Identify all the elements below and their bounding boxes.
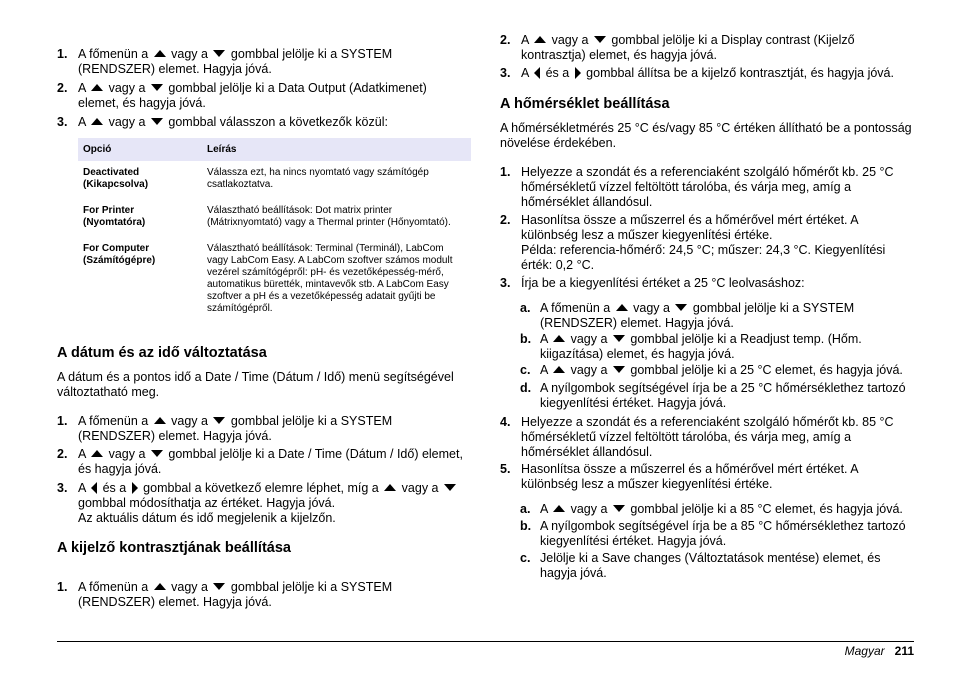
- step-text: A főmenün a vagy a gombbal jelölje ki a SYSTEM (RENDSZER) elemet. Hagyja jóvá.: [78, 47, 393, 76]
- up-arrow-icon: [553, 335, 565, 342]
- up-arrow-icon: [384, 484, 396, 491]
- column-header-option: Opció: [78, 138, 202, 161]
- step-example: Példa: referencia-hőmérő: 24,5 °C; műszer: 24,3 °C. Kiegyenlítési érték: 0,2 °C.: [521, 243, 886, 272]
- step-text: A vagy a gombbal jelölje ki a Display contrast (Kijelző kontrasztja) elemet, és hagyja jóvá.: [521, 33, 855, 62]
- step-number: 1.: [57, 47, 68, 61]
- step-text: A főmenün a vagy a gombbal jelölje ki a SYSTEM (RENDSZER) elemet. Hagyja jóvá.: [540, 301, 855, 330]
- footer-language: Magyar: [844, 644, 885, 658]
- step-letter: a.: [520, 301, 531, 315]
- left-arrow-icon: [534, 67, 540, 79]
- down-arrow-icon: [613, 505, 625, 512]
- step-letter: b.: [520, 332, 532, 346]
- step-number: 3.: [57, 481, 68, 495]
- up-arrow-icon: [91, 84, 103, 91]
- step-text: A és a gombbal állítsa be a kijelző kontrasztját, és hagyja jóvá.: [521, 66, 894, 80]
- table-row: [78, 199, 471, 237]
- right-arrow-icon: [132, 482, 138, 494]
- table-header-row: [78, 138, 471, 161]
- down-arrow-icon: [613, 335, 625, 342]
- step-number: 3.: [57, 115, 68, 129]
- step-number: 3.: [500, 276, 511, 290]
- step-letter: c.: [520, 363, 531, 377]
- down-arrow-icon: [444, 484, 456, 491]
- up-arrow-icon: [91, 118, 103, 125]
- step-number: 2.: [57, 447, 68, 461]
- description-cell: Választható beállítások: Dot matrix printer (Mátrixnyomtató) vagy a Thermal printer (Hőnyomtató).: [207, 205, 451, 228]
- down-arrow-icon: [213, 50, 225, 57]
- step-number: 4.: [500, 415, 511, 429]
- step-text: Helyezze a szondát és a referenciaként szolgáló hőmérőt kb. 25 °C hőmérsékletű vízzel feltöltött tárolóba, és várja meg, amíg a hőmérséklet állandósul.: [521, 165, 894, 209]
- options-table: [78, 138, 471, 323]
- step-text: A főmenün a vagy a gombbal jelölje ki a SYSTEM (RENDSZER) elemet. Hagyja jóvá.: [78, 414, 393, 443]
- down-arrow-icon: [613, 366, 625, 373]
- down-arrow-icon: [151, 118, 163, 125]
- option-cell: For Computer (Számítógépre): [83, 243, 156, 266]
- step-text: A vagy a gombbal jelölje ki a Date / Time (Dátum / Idő) elemet, és hagyja jóvá.: [78, 447, 463, 476]
- step-number: 1.: [500, 165, 511, 179]
- step-number: 1.: [57, 580, 68, 594]
- down-arrow-icon: [151, 450, 163, 457]
- step-text: Helyezze a szondát és a referenciaként szolgáló hőmérőt kb. 85 °C hőmérsékletű vízzel feltöltött tárolóba, és várja meg, amíg a hőmérséklet állandósul.: [521, 415, 894, 459]
- step-number: 1.: [57, 414, 68, 428]
- up-arrow-icon: [616, 304, 628, 311]
- up-arrow-icon: [154, 583, 166, 590]
- step-text: A és a gombbal a következő elemre léphet, míg a vagy a gombbal módosíthatja az értéket. Hagyja jóvá. Az aktuális dátum és idő megjelenik a kijelzőn.: [78, 481, 471, 526]
- description-cell: Válassza ezt, ha nincs nyomtató vagy számítógép csatlakoztatva.: [207, 167, 429, 190]
- table-row: [78, 237, 471, 323]
- description-cell: Választható beállítások: Terminal (Terminál), LabCom vagy LabCom Easy. A LabCom szoftver számos modult vezérel számítógépről: pH- és vezetőképesség-mérő, automatikus bürették, mintavevők stb. A LabCom Easy szoftver a pH és a vezetőképesség adatait gyűjti be számítógépről.: [207, 243, 453, 314]
- step-text: A nyílgombok segítségével írja be a 85 °C hőmérséklethez tartozó kiegyenlítési értéket. Hagyja jóvá.: [540, 519, 906, 548]
- step-text: A nyílgombok segítségével írja be a 25 °C hőmérséklethez tartozó kiegyenlítési értéket. Hagyja jóvá.: [540, 381, 906, 410]
- step-letter: d.: [520, 381, 532, 395]
- down-arrow-icon: [151, 84, 163, 91]
- step-text: Írja be a kiegyenlítési értéket a 25 °C leolvasáshoz:: [521, 276, 805, 290]
- step-letter: a.: [520, 502, 531, 516]
- step-number: 2.: [500, 33, 511, 47]
- step-letter: c.: [520, 551, 531, 565]
- up-arrow-icon: [534, 36, 546, 43]
- step-text: A vagy a gombbal jelölje ki a 85 °C elemet, és hagyja jóvá.: [540, 502, 903, 516]
- page-footer: [845, 644, 914, 659]
- step-letter: b.: [520, 519, 532, 533]
- up-arrow-icon: [553, 505, 565, 512]
- option-cell: Deactivated (Kikapcsolva): [83, 167, 149, 190]
- up-arrow-icon: [154, 417, 166, 424]
- left-arrow-icon: [91, 482, 97, 494]
- step-number: 5.: [500, 462, 511, 476]
- step-text: A vagy a gombbal jelölje ki a Data Output (Adatkimenet) elemet, és hagyja jóvá.: [78, 81, 427, 110]
- step-text: A főmenün a vagy a gombbal jelölje ki a SYSTEM (RENDSZER) elemet. Hagyja jóvá.: [78, 580, 393, 609]
- section-intro: A hőmérsékletmérés 25 °C és/vagy 85 °C értéken állítható be a pontosság növelése érdekében.: [500, 121, 912, 150]
- option-cell: For Printer (Nyomtatóra): [83, 205, 146, 228]
- step-text: A vagy a gombbal jelölje ki a Readjust temp. (Hőm. kiigazítása) elemet, és hagyja jóvá.: [540, 332, 862, 361]
- step-result: Az aktuális dátum és idő megjelenik a kijelzőn.: [78, 511, 336, 525]
- section-heading-temperature: A hőmérséklet beállítása: [500, 96, 670, 112]
- right-arrow-icon: [575, 67, 581, 79]
- up-arrow-icon: [154, 50, 166, 57]
- step-text: Hasonlítsa össze a műszerrel és a hőmérővel mért értéket. A különbség lesz a műszer kiegyenlítési értéke. Példa: referencia-hőmérő: 24,5 °C; műszer: 24,3 °C. Kiegyenlítési érték: 0,2 °C.: [521, 213, 886, 272]
- section-intro: A dátum és a pontos idő a Date / Time (Dátum / Idő) menü segítségével változtatható meg.: [57, 370, 454, 399]
- down-arrow-icon: [675, 304, 687, 311]
- footer-divider: [57, 641, 914, 642]
- down-arrow-icon: [213, 417, 225, 424]
- step-number: 2.: [57, 81, 68, 95]
- down-arrow-icon: [213, 583, 225, 590]
- step-text: Jelölje ki a Save changes (Változtatások mentése) elemet, és hagyja jóvá.: [540, 551, 881, 580]
- step-text: Hasonlítsa össze a műszerrel és a hőmérővel mért értéket. A különbség lesz a műszer kiegyenlítési értéke.: [521, 462, 858, 491]
- step-number: 3.: [500, 66, 511, 80]
- step-number: 2.: [500, 213, 511, 227]
- up-arrow-icon: [553, 366, 565, 373]
- step-text: A vagy a gombbal jelölje ki a 25 °C elemet, és hagyja jóvá.: [540, 363, 903, 377]
- column-header-description: Leírás: [202, 138, 471, 161]
- table-row: [78, 161, 471, 199]
- section-heading-date: A dátum és az idő változtatása: [57, 345, 267, 361]
- down-arrow-icon: [594, 36, 606, 43]
- page-number: 211: [894, 644, 914, 658]
- step-text: A vagy a gombbal válasszon a következők közül:: [78, 115, 388, 129]
- up-arrow-icon: [91, 450, 103, 457]
- section-heading-contrast: A kijelző kontrasztjának beállítása: [57, 540, 291, 556]
